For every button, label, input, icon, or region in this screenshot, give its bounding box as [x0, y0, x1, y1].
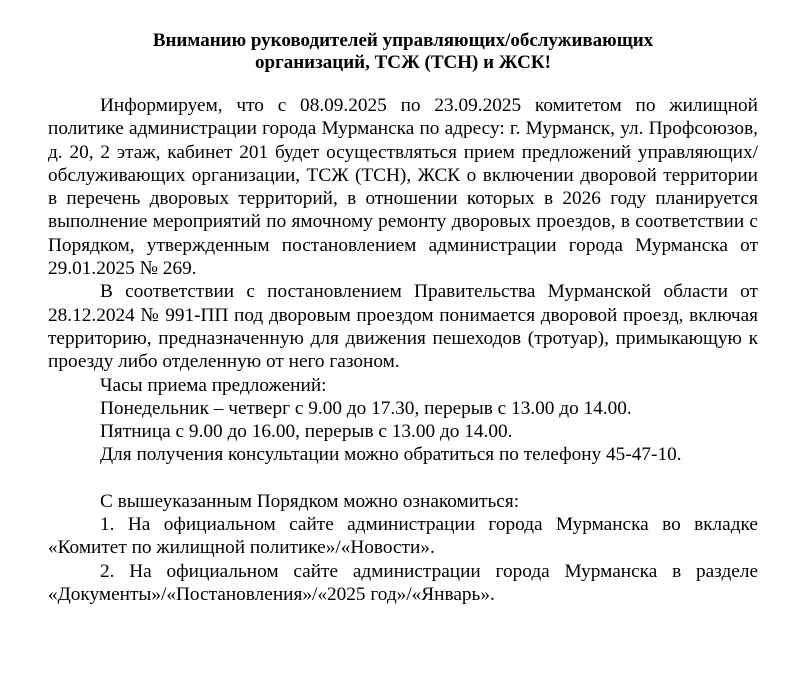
paragraph-announcement: Информируем, что с 08.09.2025 по 23.09.2025 комитетом по жилищной политике администрации города Мурманска по адресу: г. Мурманск, ул. Профсоюзов, д. 20, 2 этаж, кабинет 201 будет осуществляться прием предложений управляющих/обслуживающих организации, ТСЖ (ТСН), ЖСК о включении дворовой территории в перечень дворовых территорий, в отношении которых в 2026 году планируется выполнение мероприятий по ямочному ремонту дворовых проездов, в соответствии с Порядком, утвержденным постановлением администрации города Мурманска от 29.01.2025 № 269.	[48, 95, 758, 280]
title-line-1: Вниманию руководителей управляющих/обслуживающих	[152, 30, 654, 51]
paragraph-definition: В соответствии с постановлением Правительства Мурманской области от 28.12.2024 № 991-ПП под дворовым проездом понимается дворовой проезд, включая территорию, предназначенную для движения пешеходов (тротуар), примыкающую к проезду либо отделенную от него газоном.	[48, 281, 758, 373]
links-intro: С вышеуказанным Порядком можно ознакомиться:	[100, 490, 520, 512]
hours-weekdays: Понедельник – четверг с 9.00 до 17.30, перерыв с 13.00 до 14.00.	[100, 397, 632, 419]
reception-hours	[48, 374, 758, 467]
hours-title: Часы приема предложений:	[100, 374, 327, 396]
link-item-news: 1. На официальном сайте администрации города Мурманска во вкладке «Комитет по жилищной политике»/«Новости».	[48, 514, 758, 559]
link-item-documents: 2. На официальном сайте администрации города Мурманска в разделе «Документы»/«Постановления»/«2025 год»/«Январь».	[48, 560, 758, 605]
title-line-2: организаций, ТСЖ (ТСН) и ЖСК!	[255, 52, 551, 73]
hours-friday: Пятница с 9.00 до 16.00, перерыв с 13.00 до 14.00.	[100, 421, 513, 443]
spacer	[48, 467, 758, 490]
consult-phone: Для получения консультации можно обратиться по телефону 45-47-10.	[100, 444, 682, 466]
document-title	[48, 30, 758, 74]
